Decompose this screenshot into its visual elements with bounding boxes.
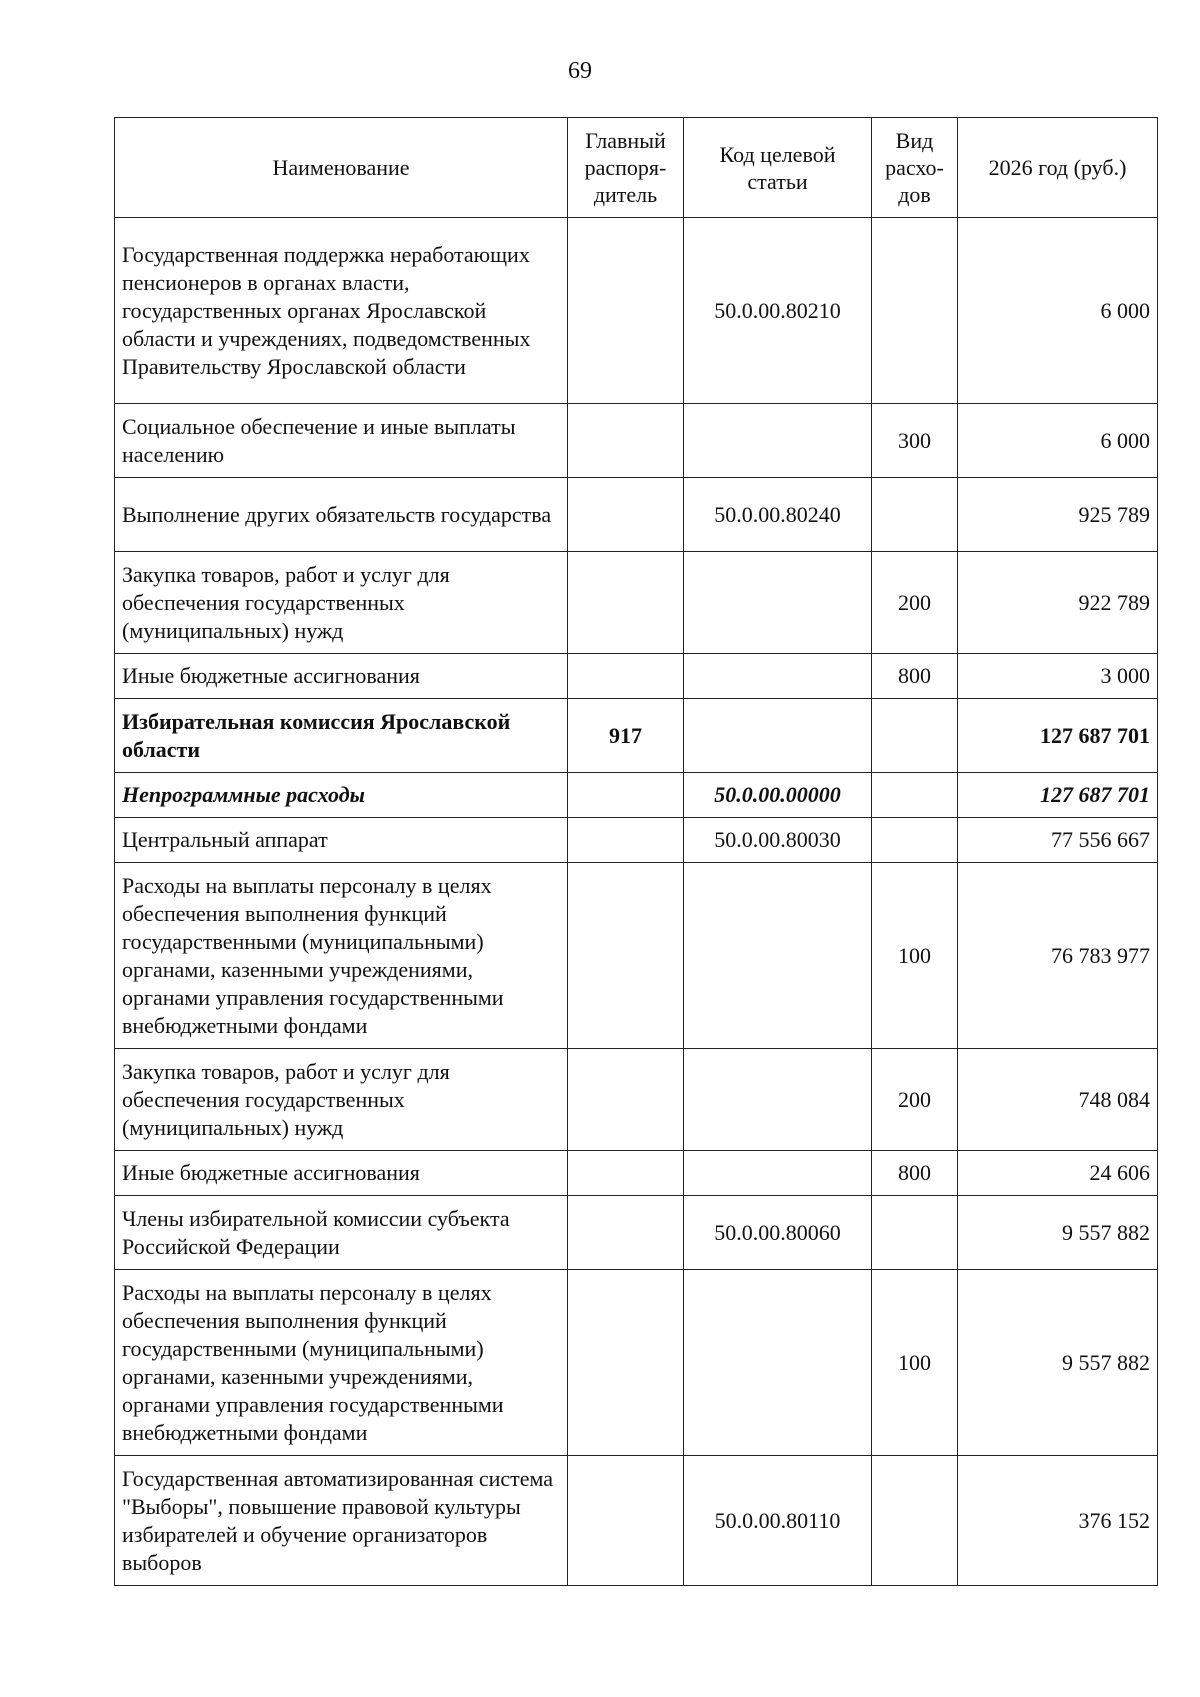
row-target-code (684, 404, 872, 478)
table-row (115, 654, 1158, 699)
row-name: Расходы на выплаты персоналу в целях обеспечения выполнения функций государственными (муниципальными) органами, казенными учреждениями, органами управления государственными внебюджетными фондами (115, 1270, 568, 1456)
table-row (115, 552, 1158, 654)
row-target-code: 50.0.00.00000 (684, 773, 872, 818)
row-target-code (684, 654, 872, 699)
row-distributor (568, 1196, 684, 1270)
table-header-row (115, 118, 1158, 218)
row-expense-type: 800 (872, 1151, 958, 1196)
row-expense-type: 300 (872, 404, 958, 478)
row-amount: 376 152 (958, 1456, 1158, 1586)
row-distributor (568, 478, 684, 552)
row-distributor (568, 654, 684, 699)
row-amount: 77 556 667 (958, 818, 1158, 863)
table-row-section (115, 699, 1158, 773)
row-expense-type (872, 699, 958, 773)
row-name: Иные бюджетные ассигнования (115, 654, 568, 699)
row-target-code (684, 552, 872, 654)
table-row (115, 404, 1158, 478)
table-row (115, 1456, 1158, 1586)
table-row (115, 818, 1158, 863)
row-expense-type (872, 478, 958, 552)
row-name: Избирательная комиссия Ярославской области (115, 699, 568, 773)
column-header-name: Наименование (115, 118, 568, 218)
row-name: Выполнение других обязательств государства (115, 478, 568, 552)
table-row (115, 1049, 1158, 1151)
row-amount: 6 000 (958, 404, 1158, 478)
row-expense-type (872, 1196, 958, 1270)
row-name: Иные бюджетные ассигнования (115, 1151, 568, 1196)
table-row (115, 478, 1158, 552)
column-header-target-code: Код целевой статьи (684, 118, 872, 218)
row-amount: 748 084 (958, 1049, 1158, 1151)
table-row (115, 1196, 1158, 1270)
row-amount: 24 606 (958, 1151, 1158, 1196)
row-target-code: 50.0.00.80110 (684, 1456, 872, 1586)
budget-table (114, 117, 1158, 1586)
row-distributor (568, 818, 684, 863)
row-expense-type: 100 (872, 863, 958, 1049)
row-name: Расходы на выплаты персоналу в целях обеспечения выполнения функций государственными (муниципальными) органами, казенными учреждениями, органами управления государственными внебюджетными фондами (115, 863, 568, 1049)
row-distributor: 917 (568, 699, 684, 773)
row-distributor (568, 863, 684, 1049)
row-distributor (568, 218, 684, 404)
row-expense-type (872, 818, 958, 863)
row-name: Закупка товаров, работ и услуг для обеспечения государственных (муниципальных) нужд (115, 1049, 568, 1151)
row-amount: 127 687 701 (958, 699, 1158, 773)
row-expense-type (872, 1456, 958, 1586)
row-name: Непрограммные расходы (115, 773, 568, 818)
row-distributor (568, 1151, 684, 1196)
row-distributor (568, 773, 684, 818)
row-target-code: 50.0.00.80030 (684, 818, 872, 863)
row-name: Государственная автоматизированная система "Выборы", повышение правовой культуры избирателей и обучение организаторов выборов (115, 1456, 568, 1586)
table-row (115, 863, 1158, 1049)
row-amount: 9 557 882 (958, 1196, 1158, 1270)
table-row (115, 1270, 1158, 1456)
row-name: Закупка товаров, работ и услуг для обеспечения государственных (муниципальных) нужд (115, 552, 568, 654)
row-target-code: 50.0.00.80060 (684, 1196, 872, 1270)
table-row (115, 1151, 1158, 1196)
row-name: Социальное обеспечение и иные выплаты населению (115, 404, 568, 478)
row-expense-type (872, 218, 958, 404)
row-target-code (684, 1270, 872, 1456)
row-amount: 922 789 (958, 552, 1158, 654)
row-target-code: 50.0.00.80210 (684, 218, 872, 404)
column-header-distributor: Главный распоря-дитель (568, 118, 684, 218)
row-distributor (568, 552, 684, 654)
row-distributor (568, 1456, 684, 1586)
row-amount: 6 000 (958, 218, 1158, 404)
row-target-code (684, 699, 872, 773)
row-target-code (684, 1049, 872, 1151)
row-amount: 3 000 (958, 654, 1158, 699)
row-distributor (568, 404, 684, 478)
table-row-subsection (115, 773, 1158, 818)
row-amount: 9 557 882 (958, 1270, 1158, 1456)
row-expense-type: 200 (872, 1049, 958, 1151)
table-body (115, 218, 1158, 1586)
row-distributor (568, 1270, 684, 1456)
row-distributor (568, 1049, 684, 1151)
row-name: Члены избирательной комиссии субъекта Российской Федерации (115, 1196, 568, 1270)
page-number: 69 (568, 58, 592, 84)
row-expense-type (872, 773, 958, 818)
row-name: Государственная поддержка неработающих пенсионеров в органах власти, государственных органах Ярославской области и учреждениях, подведомственных Правительству Ярославской области (115, 218, 568, 404)
table-row (115, 218, 1158, 404)
row-amount: 925 789 (958, 478, 1158, 552)
row-expense-type: 800 (872, 654, 958, 699)
column-header-amount: 2026 год (руб.) (958, 118, 1158, 218)
column-header-expense-type: Вид расхо-дов (872, 118, 958, 218)
row-expense-type: 200 (872, 552, 958, 654)
row-expense-type: 100 (872, 1270, 958, 1456)
row-name: Центральный аппарат (115, 818, 568, 863)
row-target-code: 50.0.00.80240 (684, 478, 872, 552)
row-target-code (684, 863, 872, 1049)
row-amount: 76 783 977 (958, 863, 1158, 1049)
row-amount: 127 687 701 (958, 773, 1158, 818)
row-target-code (684, 1151, 872, 1196)
